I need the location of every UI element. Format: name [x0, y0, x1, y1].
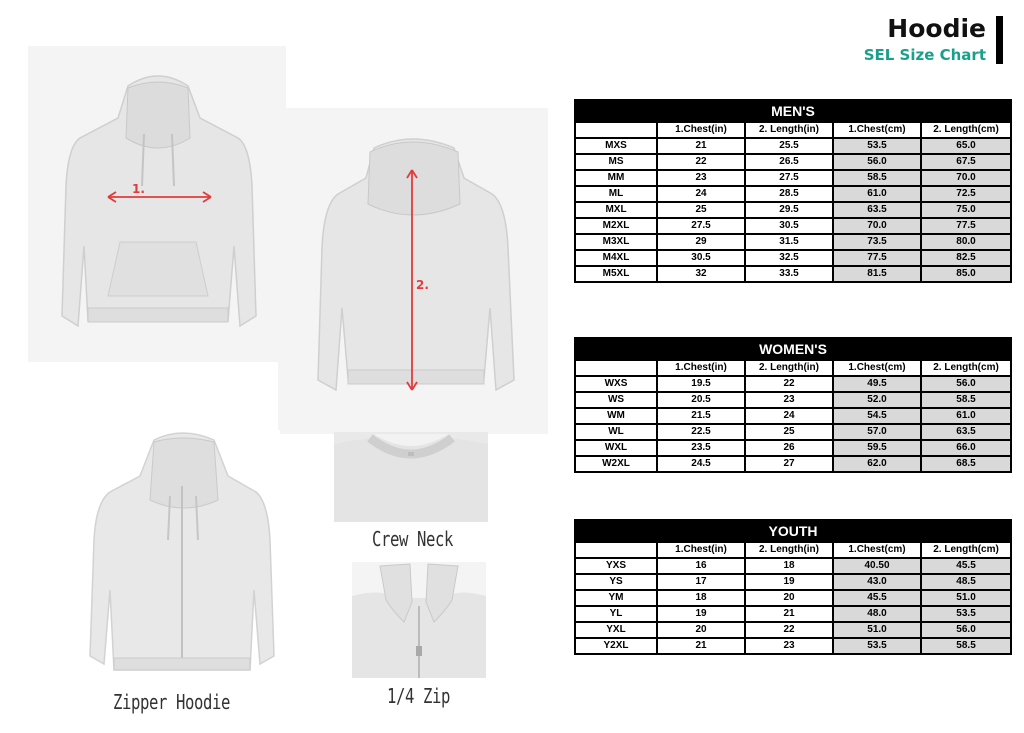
- size-label: WXS: [575, 376, 657, 392]
- mens-size-table: [574, 99, 1012, 283]
- column-header: [575, 542, 657, 558]
- table-row: [575, 250, 1011, 266]
- column-header: 1.Chest(cm): [833, 122, 921, 138]
- table-cell: 29.5: [745, 202, 833, 218]
- table-cell: 25: [745, 424, 833, 440]
- youth-size-table: [574, 519, 1012, 655]
- table-cell: 27.5: [745, 170, 833, 186]
- table-cell: 31.5: [745, 234, 833, 250]
- table-row: [575, 186, 1011, 202]
- table-cell: 19.5: [657, 376, 745, 392]
- table-cell: 77.5: [921, 218, 1011, 234]
- table-row: [575, 266, 1011, 282]
- column-header: 2. Length(in): [745, 360, 833, 376]
- table-cell: 25.5: [745, 138, 833, 154]
- table-cell: 17: [657, 574, 745, 590]
- brand-bar: [996, 16, 1003, 64]
- table-cell: 62.0: [833, 456, 921, 472]
- size-label: WL: [575, 424, 657, 440]
- table-cell: 21: [657, 638, 745, 654]
- table-cell: 61.0: [833, 186, 921, 202]
- column-header: 2. Length(in): [745, 122, 833, 138]
- column-header: 2. Length(cm): [921, 360, 1011, 376]
- table-cell: 28.5: [745, 186, 833, 202]
- table-cell: 20.5: [657, 392, 745, 408]
- table-cell: 59.5: [833, 440, 921, 456]
- table-cell: 65.0: [921, 138, 1011, 154]
- table-cell: 43.0: [833, 574, 921, 590]
- column-header: 1.Chest(cm): [833, 542, 921, 558]
- table-cell: 77.5: [833, 250, 921, 266]
- table-row: [575, 622, 1011, 638]
- table-row: [575, 424, 1011, 440]
- table-cell: 63.5: [833, 202, 921, 218]
- table-cell: 67.5: [921, 154, 1011, 170]
- table-cell: 66.0: [921, 440, 1011, 456]
- table-cell: 72.5: [921, 186, 1011, 202]
- table-cell: 58.5: [833, 170, 921, 186]
- page-title: Hoodie: [887, 14, 986, 43]
- table-cell: 19: [657, 606, 745, 622]
- zipper-hoodie-label: Zipper Hoodie: [113, 690, 231, 714]
- column-header: 1.Chest(in): [657, 360, 745, 376]
- quarter-zip-label: 1/4 Zip: [387, 684, 451, 708]
- size-label: WM: [575, 408, 657, 424]
- table-cell: 40.50: [833, 558, 921, 574]
- table-row: [575, 170, 1011, 186]
- size-label: MM: [575, 170, 657, 186]
- size-label: MXL: [575, 202, 657, 218]
- table-cell: 26: [745, 440, 833, 456]
- size-label: M3XL: [575, 234, 657, 250]
- table-row: [575, 606, 1011, 622]
- youth-table-title: YOUTH: [575, 520, 1011, 542]
- table-cell: 51.0: [833, 622, 921, 638]
- table-row: [575, 440, 1011, 456]
- size-label: M4XL: [575, 250, 657, 266]
- table-cell: 80.0: [921, 234, 1011, 250]
- table-cell: 54.5: [833, 408, 921, 424]
- table-row: [575, 202, 1011, 218]
- table-cell: 21.5: [657, 408, 745, 424]
- table-row: [575, 574, 1011, 590]
- table-row: [575, 558, 1011, 574]
- table-row: [575, 392, 1011, 408]
- womens-table-title: WOMEN'S: [575, 338, 1011, 360]
- table-cell: 58.5: [921, 392, 1011, 408]
- column-header: 1.Chest(cm): [833, 360, 921, 376]
- table-cell: 33.5: [745, 266, 833, 282]
- table-cell: 24.5: [657, 456, 745, 472]
- table-cell: 22.5: [657, 424, 745, 440]
- table-cell: 27.5: [657, 218, 745, 234]
- column-header: [575, 360, 657, 376]
- table-cell: 70.0: [921, 170, 1011, 186]
- table-cell: 85.0: [921, 266, 1011, 282]
- table-cell: 22: [745, 376, 833, 392]
- column-header: 2. Length(in): [745, 542, 833, 558]
- page-subtitle: SEL Size Chart: [863, 46, 986, 64]
- table-row: [575, 234, 1011, 250]
- table-cell: 23.5: [657, 440, 745, 456]
- size-label: ML: [575, 186, 657, 202]
- table-cell: 23: [745, 638, 833, 654]
- crew-neck-label: Crew Neck: [372, 527, 454, 551]
- table-cell: 45.5: [833, 590, 921, 606]
- table-cell: 82.5: [921, 250, 1011, 266]
- size-label: W2XL: [575, 456, 657, 472]
- column-header: 2. Length(cm): [921, 122, 1011, 138]
- table-cell: 75.0: [921, 202, 1011, 218]
- table-row: [575, 376, 1011, 392]
- size-label: WS: [575, 392, 657, 408]
- zipper-hoodie-image: [84, 430, 280, 682]
- table-cell: 32.5: [745, 250, 833, 266]
- table-cell: 53.5: [921, 606, 1011, 622]
- size-label: M2XL: [575, 218, 657, 234]
- table-cell: 25: [657, 202, 745, 218]
- table-cell: 68.5: [921, 456, 1011, 472]
- table-cell: 24: [745, 408, 833, 424]
- column-header: 2. Length(cm): [921, 542, 1011, 558]
- table-cell: 53.5: [833, 638, 921, 654]
- table-cell: 20: [745, 590, 833, 606]
- table-cell: 30.5: [745, 218, 833, 234]
- table-cell: 23: [745, 392, 833, 408]
- table-row: [575, 218, 1011, 234]
- hoodie-back-image: [278, 108, 548, 434]
- size-label: YXS: [575, 558, 657, 574]
- column-header: [575, 122, 657, 138]
- table-cell: 48.0: [833, 606, 921, 622]
- table-cell: 18: [657, 590, 745, 606]
- table-cell: 21: [657, 138, 745, 154]
- table-row: [575, 154, 1011, 170]
- size-label: YS: [575, 574, 657, 590]
- size-label: YM: [575, 590, 657, 606]
- table-cell: 51.0: [921, 590, 1011, 606]
- size-label: Y2XL: [575, 638, 657, 654]
- table-row: [575, 590, 1011, 606]
- table-cell: 20: [657, 622, 745, 638]
- table-cell: 22: [745, 622, 833, 638]
- table-cell: 70.0: [833, 218, 921, 234]
- table-cell: 16: [657, 558, 745, 574]
- mens-table-title: MEN'S: [575, 100, 1011, 122]
- size-label: YXL: [575, 622, 657, 638]
- table-cell: 32: [657, 266, 745, 282]
- length-marker: 2.: [416, 278, 429, 292]
- table-cell: 29: [657, 234, 745, 250]
- table-cell: 23: [657, 170, 745, 186]
- table-cell: 30.5: [657, 250, 745, 266]
- table-row: [575, 456, 1011, 472]
- table-cell: 57.0: [833, 424, 921, 440]
- table-cell: 45.5: [921, 558, 1011, 574]
- table-cell: 26.5: [745, 154, 833, 170]
- table-cell: 53.5: [833, 138, 921, 154]
- table-cell: 24: [657, 186, 745, 202]
- quarter-zip-image: [352, 562, 486, 678]
- column-header: 1.Chest(in): [657, 542, 745, 558]
- table-row: [575, 138, 1011, 154]
- table-cell: 21: [745, 606, 833, 622]
- size-label: M5XL: [575, 266, 657, 282]
- chest-marker: 1.: [132, 182, 145, 196]
- table-cell: 49.5: [833, 376, 921, 392]
- table-row: [575, 408, 1011, 424]
- table-cell: 19: [745, 574, 833, 590]
- table-cell: 56.0: [833, 154, 921, 170]
- table-cell: 58.5: [921, 638, 1011, 654]
- table-cell: 27: [745, 456, 833, 472]
- table-cell: 48.5: [921, 574, 1011, 590]
- table-cell: 18: [745, 558, 833, 574]
- table-cell: 63.5: [921, 424, 1011, 440]
- column-header: 1.Chest(in): [657, 122, 745, 138]
- womens-size-table: [574, 337, 1012, 473]
- table-cell: 52.0: [833, 392, 921, 408]
- table-cell: 73.5: [833, 234, 921, 250]
- table-row: [575, 638, 1011, 654]
- size-label: WXL: [575, 440, 657, 456]
- size-label: YL: [575, 606, 657, 622]
- table-cell: 56.0: [921, 376, 1011, 392]
- hoodie-front-image: [28, 46, 286, 362]
- table-cell: 56.0: [921, 622, 1011, 638]
- table-cell: 22: [657, 154, 745, 170]
- table-cell: 81.5: [833, 266, 921, 282]
- size-label: MXS: [575, 138, 657, 154]
- size-label: MS: [575, 154, 657, 170]
- crew-neck-image: [334, 432, 488, 522]
- table-cell: 61.0: [921, 408, 1011, 424]
